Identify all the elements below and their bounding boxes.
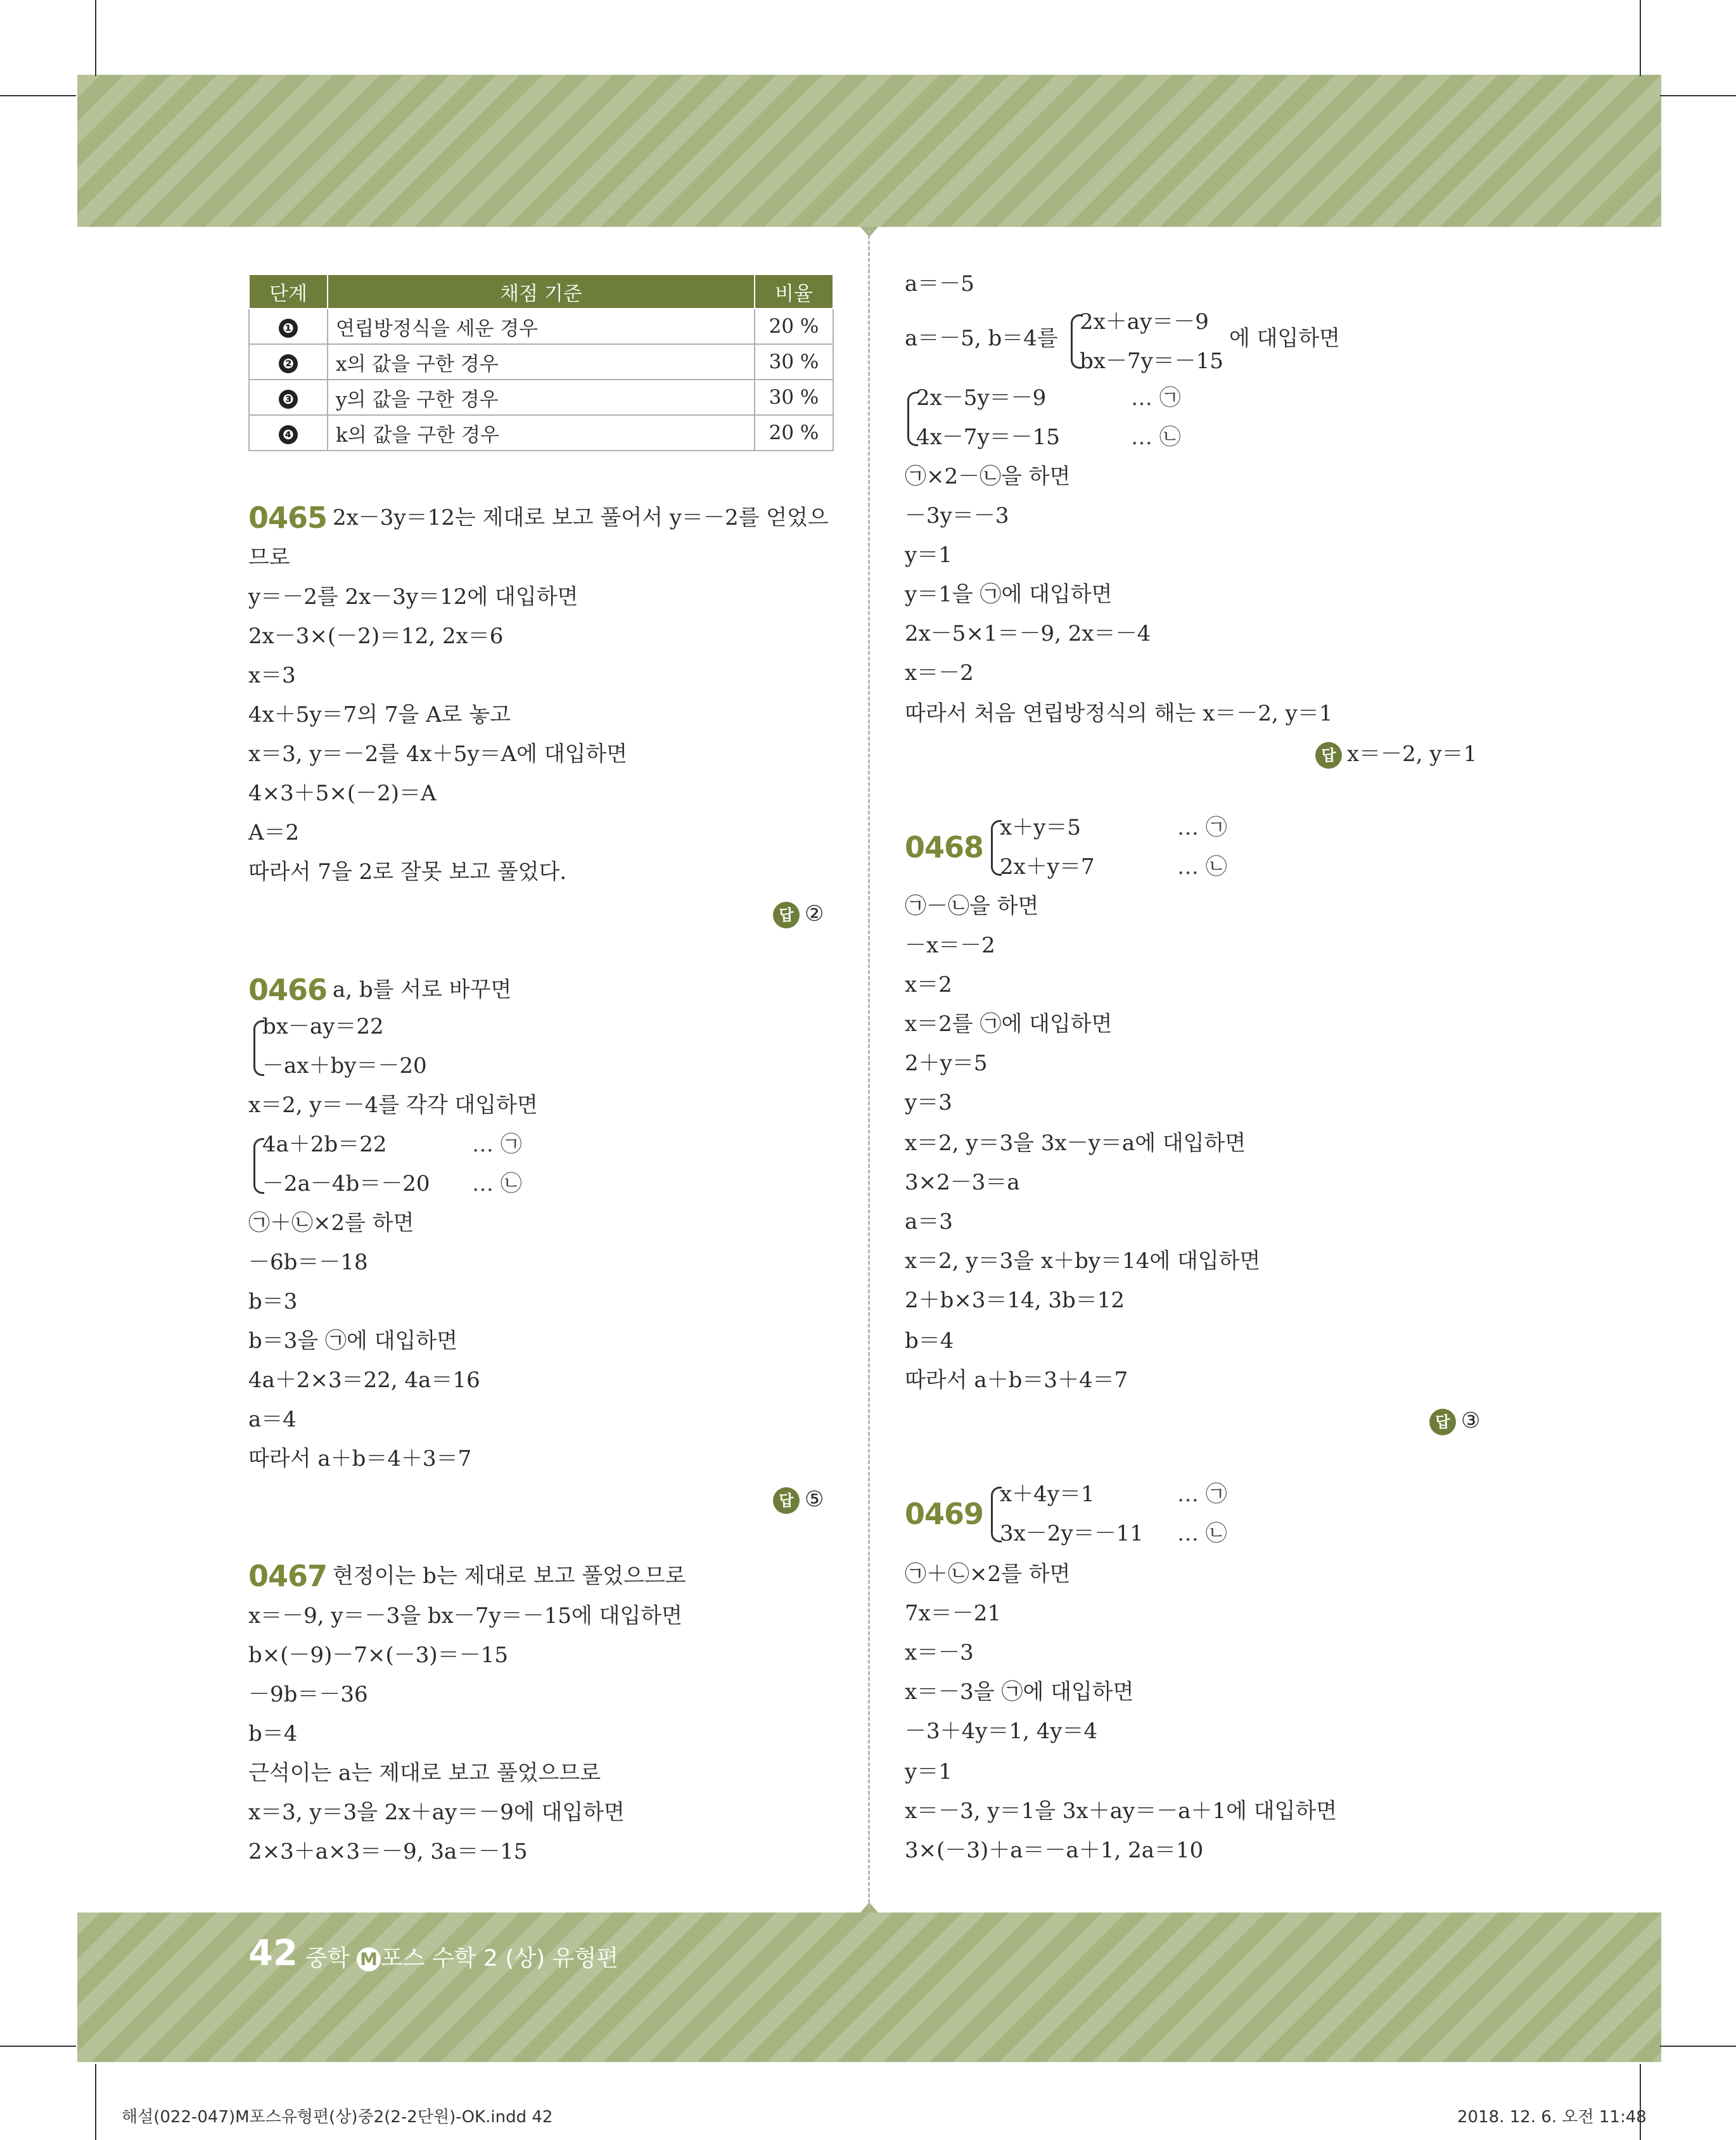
table-row [249, 344, 833, 380]
equation: 2x－5y＝－9 [916, 385, 1047, 411]
table-row [249, 415, 833, 451]
solution-line: 3×2－3＝a [905, 1170, 1020, 1195]
solution-line: b＝4 [905, 1328, 954, 1354]
solution-line: x＝－3을 ㉠에 대입하면 [905, 1679, 1134, 1705]
table-row [249, 380, 833, 415]
solution-line: x＝2, y＝3을 3x－y＝a에 대입하면 [905, 1131, 1246, 1156]
header-band [77, 75, 1661, 227]
solution-line: x＝2 [905, 972, 952, 997]
solution-line: －9b＝－36 [248, 1682, 368, 1707]
answer-value: ② [805, 901, 824, 926]
criterion-cell: y의 값을 구한 경우 [328, 380, 755, 415]
solution-line: 2x－3×(－2)＝12, 2x＝6 [248, 624, 504, 649]
equation-label: … ㉡ [1177, 1521, 1227, 1546]
crop-mark [95, 0, 96, 76]
footer-band [77, 1913, 1661, 2062]
solution-line: 근석이는 a는 제대로 보고 풀었으므로 [248, 1760, 601, 1786]
step-number: ❹ [279, 425, 298, 444]
solution-line: 2x－3y＝12는 제대로 보고 풀어서 y＝－2를 얻었으 [333, 505, 829, 530]
book-title-prefix: 중학 [305, 1945, 350, 1971]
solution-line: 2×3＋a×3＝－9, 3a＝－15 [248, 1839, 528, 1864]
problem-number: 0466 [248, 973, 328, 1007]
solution-line: 4a＋2×3＝22, 4a＝16 [248, 1368, 480, 1393]
equation: －2a－4b＝－20 [262, 1171, 430, 1196]
solution-line: y＝1 [905, 1759, 952, 1784]
book-title-suffix: 포스 수학 2 (상) 유형편 [381, 1945, 618, 1971]
equation: x＋y＝5 [1000, 815, 1082, 840]
crop-mark [1660, 95, 1736, 96]
solution-line: 4x＋5y＝7의 7을 A로 놓고 [248, 702, 511, 727]
equation-label: … ㉡ [1131, 425, 1181, 450]
table-row [249, 309, 833, 344]
step-number: ❶ [279, 319, 298, 338]
column-header: 비율 [755, 274, 833, 309]
solution-line: ㉠×2－㉡을 하면 [905, 464, 1071, 489]
ratio-cell: 30 % [755, 344, 833, 380]
solution-line: x＝－2 [905, 660, 974, 686]
solution-line: 2＋y＝5 [905, 1051, 988, 1076]
step-number: ❸ [279, 390, 298, 409]
solution-line: 므로 [248, 545, 290, 570]
equation: bx－ay＝22 [262, 1014, 384, 1039]
solution-line: y＝3 [905, 1090, 952, 1115]
solution-line: x＝2를 ㉠에 대입하면 [905, 1011, 1113, 1037]
problem-number: 0468 [905, 830, 984, 864]
crop-mark [95, 2064, 96, 2140]
answer [773, 901, 824, 928]
problem-number: 0469 [905, 1497, 984, 1531]
solution-line: ㉠＋㉡×2를 하면 [248, 1210, 414, 1236]
solution-line: a＝4 [248, 1407, 297, 1432]
answer-value: x＝－2, y＝1 [1347, 741, 1478, 767]
solution-line: x＝－9, y＝－3을 bx－7y＝－15에 대입하면 [248, 1603, 682, 1629]
criterion-cell: x의 값을 구한 경우 [328, 344, 755, 380]
equation-label: … ㉠ [1131, 385, 1181, 411]
step-number: ❷ [279, 354, 298, 373]
solution-line: －6b＝－18 [248, 1250, 368, 1275]
criterion-cell: 연립방정식을 세운 경우 [328, 309, 755, 344]
solution-line: y＝1 [905, 542, 952, 568]
solution-line: x＝－3, y＝1을 3x＋ay＝－a＋1에 대입하면 [905, 1798, 1337, 1824]
solution-line: y＝1을 ㉠에 대입하면 [905, 582, 1113, 607]
answer [773, 1487, 824, 1514]
answer-badge: 답 [1429, 1409, 1456, 1435]
answer-badge: 답 [773, 902, 800, 928]
solution-line: a, b를 서로 바꾸면 [333, 977, 512, 1003]
solution-line: a＝－5 [905, 271, 974, 297]
solution-line: x＝2, y＝－4를 각각 대입하면 [248, 1092, 538, 1118]
solution-line: 3×(－3)＋a＝－a＋1, 2a＝10 [905, 1838, 1204, 1863]
solution-line: －3y＝－3 [905, 503, 1009, 529]
column-header: 단계 [249, 274, 328, 309]
criterion-cell: k의 값을 구한 경우 [328, 415, 755, 451]
problem-number: 0467 [248, 1559, 328, 1593]
equation: 4a＋2b＝22 [262, 1132, 387, 1157]
column-divider [868, 229, 870, 1909]
solution-line: b＝3을 ㉠에 대입하면 [248, 1328, 458, 1354]
crop-mark [1640, 0, 1641, 76]
column-header: 채점 기준 [328, 274, 755, 309]
solution-line: b＝3 [248, 1289, 298, 1314]
equation: 2x＋ay＝－9 [1080, 309, 1209, 335]
equation-label: … ㉠ [1177, 815, 1227, 840]
equation-label: … ㉡ [472, 1171, 522, 1196]
solution-line: x＝2, y＝3을 x＋by＝14에 대입하면 [905, 1248, 1261, 1274]
answer-badge: 답 [773, 1487, 800, 1514]
solution-line: 따라서 a＋b＝3＋4＝7 [905, 1368, 1128, 1393]
solution-line: b×(－9)－7×(－3)＝－15 [248, 1643, 508, 1668]
solution-line: 에 대입하면 [1229, 326, 1341, 351]
equation: x＋4y＝1 [1000, 1482, 1095, 1507]
answer [1315, 741, 1477, 769]
solution-line: A＝2 [248, 820, 300, 845]
m-logo-icon: M [357, 1947, 381, 1971]
equation-label: … ㉡ [1177, 854, 1227, 880]
solution-line: x＝3, y＝－2를 4x＋5y＝A에 대입하면 [248, 741, 628, 767]
print-file-info: 해설(022-047)M포스유형편(상)중2(2-2단원)-OK.indd 42 [122, 2108, 553, 2127]
answer-value: ③ [1461, 1408, 1481, 1433]
solution-line: 7x＝－21 [905, 1601, 1002, 1626]
solution-line: 2＋b×3＝14, 3b＝12 [905, 1288, 1125, 1313]
crop-mark [1660, 2046, 1736, 2047]
solution-line: －3＋4y＝1, 4y＝4 [905, 1719, 1098, 1744]
solution-line: 현정이는 b는 제대로 보고 풀었으므로 [333, 1563, 686, 1589]
ratio-cell: 20 % [755, 309, 833, 344]
solution-line: a＝3 [905, 1209, 953, 1234]
solution-line: x＝3, y＝3을 2x＋ay＝－9에 대입하면 [248, 1800, 625, 1825]
solution-line: 따라서 처음 연립방정식의 해는 x＝－2, y＝1 [905, 701, 1333, 726]
equation-label: … ㉠ [472, 1132, 522, 1157]
problem-number: 0465 [248, 501, 328, 535]
solution-line: a＝－5, b＝4를 [905, 326, 1058, 351]
crop-mark [0, 2046, 76, 2047]
equation: 3x－2y＝－11 [1000, 1521, 1144, 1546]
scoring-table [248, 274, 834, 451]
answer-badge: 답 [1315, 742, 1342, 769]
solution-line: －x＝－2 [905, 933, 995, 958]
equation: 2x＋y＝7 [1000, 854, 1095, 880]
solution-line: x＝3 [248, 663, 296, 688]
solution-line: 2x－5×1＝－9, 2x＝－4 [905, 621, 1151, 646]
answer-value: ⑤ [805, 1487, 824, 1512]
equation: 4x－7y＝－15 [916, 425, 1060, 450]
crop-mark [1640, 2064, 1641, 2140]
solution-line: ㉠＋㉡×2를 하면 [905, 1561, 1071, 1587]
solution-line: 4×3＋5×(－2)＝A [248, 781, 437, 806]
crop-mark [0, 95, 76, 96]
equation: －ax＋by＝－20 [262, 1053, 427, 1079]
ratio-cell: 30 % [755, 380, 833, 415]
table-header-row [249, 274, 833, 309]
solution-line: y＝－2를 2x－3y＝12에 대입하면 [248, 584, 578, 610]
page-number: 42 [248, 1933, 298, 1974]
ratio-cell: 20 % [755, 415, 833, 451]
equation-label: … ㉠ [1177, 1482, 1227, 1507]
solution-line: x＝－3 [905, 1640, 974, 1665]
answer [1429, 1408, 1480, 1435]
book-title [305, 1940, 618, 1973]
solution-line: b＝4 [248, 1721, 298, 1746]
print-date-info: 2018. 12. 6. 오전 11:48 [1457, 2108, 1647, 2127]
equation: bx－7y＝－15 [1080, 349, 1224, 374]
solution-line: 따라서 a＋b＝4＋3＝7 [248, 1446, 472, 1471]
solution-line: ㉠－㉡을 하면 [905, 894, 1039, 919]
solution-line: 따라서 7을 2로 잘못 보고 풀었다. [248, 859, 567, 885]
